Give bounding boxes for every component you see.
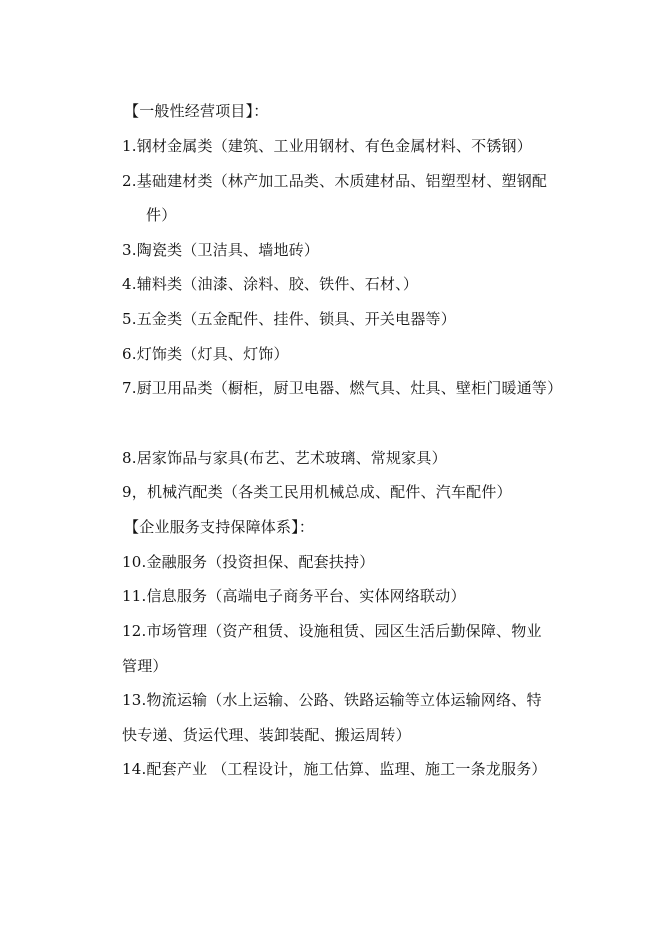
list-item-11: 11.信息服务（高端电子商务平台、实体网络联动） [122,587,466,605]
list-item-12: 12.市场管理（资产租赁、设施租赁、园区生活后勤保障、物业 [122,622,542,640]
list-item-2-continuation: 件） [146,206,177,224]
list-item-8: 8.居家饰品与家具(布艺、艺术玻璃、常规家具） [122,449,447,467]
list-item-1: 1.钢材金属类（建筑、工业用钢材、有色金属材料、不锈钢） [122,137,532,155]
list-item-5: 5.五金类（五金配件、挂件、锁具、开关电器等） [122,310,456,328]
list-item-2: 2.基础建材类（林产加工品类、木质建材品、铝塑型材、塑钢配 [122,172,548,190]
list-item-13: 13.物流运输（水上运输、公路、铁路运输等立体运输网络、特 [122,691,542,709]
list-item-14: 14.配套产业 （工程设计，施工估算、监理、施工一条龙服务） [122,760,547,778]
list-item-7: 7.厨卫用品类（橱柜，厨卫电器、燃气具、灶具、壁柜门暖通等） [122,379,563,397]
list-item-12-continuation: 管理） [122,657,168,675]
list-item-6: 6.灯饰类（灯具、灯饰） [122,345,289,363]
list-item-3: 3.陶瓷类（卫洁具、墙地砖） [122,241,320,259]
list-item-10: 10.金融服务（投资担保、配套扶持） [122,553,375,571]
list-item-4: 4.辅料类（油漆、涂料、胶、铁件、石材、） [122,275,419,293]
section-heading-enterprise-services: 【企业服务支持保障体系】： [124,518,315,536]
section-heading-general-business: 【一般性经营项目】： [124,102,269,120]
list-item-9: 9，机械汽配类（各类工民用机械总成、配件、汽车配件） [122,483,512,501]
list-item-13-continuation: 快专递、货运代理、装卸装配、搬运周转） [122,726,411,744]
